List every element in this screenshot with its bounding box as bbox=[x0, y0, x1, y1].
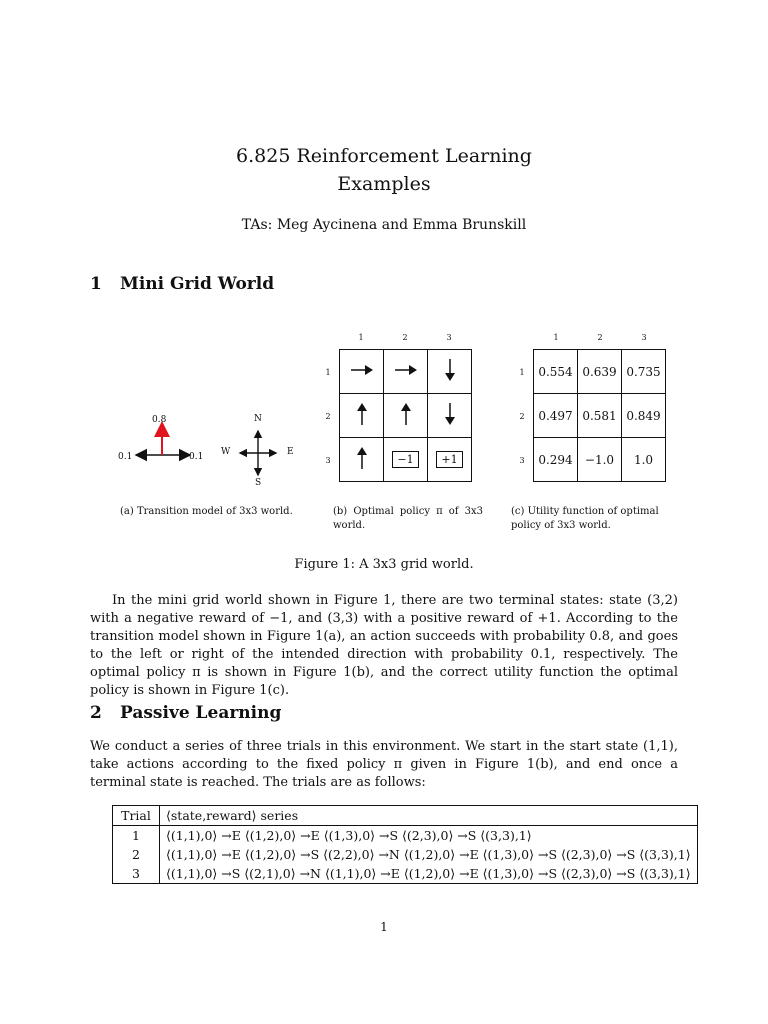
policy-cell bbox=[340, 394, 384, 438]
policy-cell bbox=[428, 394, 472, 438]
col-tick: 3 bbox=[641, 333, 647, 342]
row-tick: 3 bbox=[325, 456, 331, 465]
compass-n-label: N bbox=[254, 414, 262, 424]
row-tick: 1 bbox=[325, 368, 331, 377]
compass-s-label: S bbox=[255, 478, 262, 488]
prob-right-label: 0.1 bbox=[189, 452, 204, 462]
caption-b: (b) Optimal policy π of 3x3 world. bbox=[333, 506, 483, 531]
col-tick: 3 bbox=[446, 333, 452, 342]
authors: TAs: Meg Aycinena and Emma Brunskill bbox=[241, 217, 527, 233]
section-1-heading bbox=[90, 274, 274, 294]
trial-number: 3 bbox=[113, 864, 160, 884]
right-arrow-icon bbox=[349, 363, 375, 377]
caption-c: (c) Utility function of optimal policy of 3x3 world. bbox=[511, 506, 659, 531]
section-number: 2 bbox=[90, 703, 102, 723]
policy-cell-terminal-neg bbox=[384, 438, 428, 482]
section-title: Passive Learning bbox=[120, 703, 282, 723]
col-tick: 1 bbox=[553, 333, 559, 342]
header-trial: Trial bbox=[113, 806, 160, 826]
table-row bbox=[113, 845, 698, 864]
utility-cell: 0.735 bbox=[622, 350, 666, 394]
trial-number: 2 bbox=[113, 845, 160, 864]
trials-table bbox=[112, 805, 698, 884]
section-title: Mini Grid World bbox=[120, 274, 275, 294]
trial-series: ⟨(1,1),0⟩ →E ⟨(1,2),0⟩ →S ⟨(2,2),0⟩ →N ⟨(1,2),0⟩ →E ⟨(1,3),0⟩ →S ⟨(2,3),0⟩ →S ⟨(3,3),1⟩ bbox=[166, 847, 691, 862]
paragraph-1-text: In the mini grid world shown in Figure 1, there are two terminal states: state (3,2) with a negative reward of −1, and (3,3) with a positive reward of +1. According to the transition model shown in Figure 1(a), an action succeeds with probability 0.8, and goes to the left or right of the intended direction with probability 0.1, respectively. The optimal policy π is shown in Figure 1(b), and the correct utility function the optimal policy is shown in Figure 1(c). bbox=[90, 593, 678, 698]
table-row bbox=[113, 864, 698, 884]
table-header-row bbox=[113, 806, 698, 826]
doc-subtitle: Examples bbox=[337, 173, 431, 195]
policy-cell bbox=[428, 350, 472, 394]
col-tick: 2 bbox=[597, 333, 603, 342]
compass-e-label: E bbox=[287, 447, 294, 457]
table-row bbox=[113, 826, 698, 846]
utility-cell: 1.0 bbox=[622, 438, 666, 482]
row-tick: 1 bbox=[519, 368, 525, 377]
up-arrow-icon bbox=[355, 401, 369, 427]
up-arrow-icon bbox=[399, 401, 413, 427]
caption-a: (a) Transition model of 3x3 world. bbox=[120, 506, 293, 517]
trial-number: 1 bbox=[113, 826, 160, 846]
col-tick: 2 bbox=[402, 333, 408, 342]
paragraph-1 bbox=[90, 592, 678, 700]
down-arrow-icon bbox=[443, 401, 457, 427]
policy-cell bbox=[384, 350, 428, 394]
utility-cell: 0.497 bbox=[534, 394, 578, 438]
prob-left-label: 0.1 bbox=[118, 452, 133, 462]
utility-grid bbox=[533, 349, 666, 482]
compass-w-label: W bbox=[221, 447, 231, 457]
down-arrow-icon bbox=[443, 357, 457, 383]
policy-cell bbox=[340, 438, 384, 482]
section-2-heading bbox=[90, 703, 281, 723]
doc-title: 6.825 Reinforcement Learning bbox=[236, 145, 532, 167]
trial-series: ⟨(1,1),0⟩ →E ⟨(1,2),0⟩ →E ⟨(1,3),0⟩ →S ⟨(2,3),0⟩ →S ⟨(3,3),1⟩ bbox=[166, 828, 532, 843]
utility-cell: −1.0 bbox=[578, 438, 622, 482]
terminal-negative: −1 bbox=[392, 451, 418, 468]
row-tick: 3 bbox=[519, 456, 525, 465]
page-number: 1 bbox=[380, 920, 388, 934]
paragraph-2: We conduct a series of three trials in this environment. We start in the start state (1,1), take actions according to the fixed policy π given in Figure 1(b), and end once a terminal state is reached. The trials are as follows: bbox=[90, 739, 678, 790]
header-series: ⟨state,reward⟩ series bbox=[160, 806, 698, 826]
policy-cell bbox=[340, 350, 384, 394]
terminal-positive: +1 bbox=[436, 451, 462, 468]
utility-cell: 0.849 bbox=[622, 394, 666, 438]
utility-cell: 0.639 bbox=[578, 350, 622, 394]
policy-cell-terminal-pos bbox=[428, 438, 472, 482]
col-tick: 1 bbox=[358, 333, 364, 342]
utility-cell: 0.581 bbox=[578, 394, 622, 438]
prob-up-label: 0.8 bbox=[152, 415, 167, 425]
policy-cell bbox=[384, 394, 428, 438]
right-arrow-icon bbox=[393, 363, 419, 377]
policy-grid bbox=[339, 349, 472, 482]
utility-cell: 0.554 bbox=[534, 350, 578, 394]
row-tick: 2 bbox=[519, 412, 525, 421]
up-arrow-icon bbox=[355, 445, 369, 471]
trial-series: ⟨(1,1),0⟩ →S ⟨(2,1),0⟩ →N ⟨(1,1),0⟩ →E ⟨(1,2),0⟩ →E ⟨(1,3),0⟩ →S ⟨(2,3),0⟩ →S ⟨(3,3),1⟩ bbox=[166, 866, 691, 881]
utility-cell: 0.294 bbox=[534, 438, 578, 482]
row-tick: 2 bbox=[325, 412, 331, 421]
compass-icon bbox=[236, 425, 282, 481]
figure-1-caption: Figure 1: A 3x3 grid world. bbox=[294, 557, 474, 572]
section-number: 1 bbox=[90, 274, 102, 294]
